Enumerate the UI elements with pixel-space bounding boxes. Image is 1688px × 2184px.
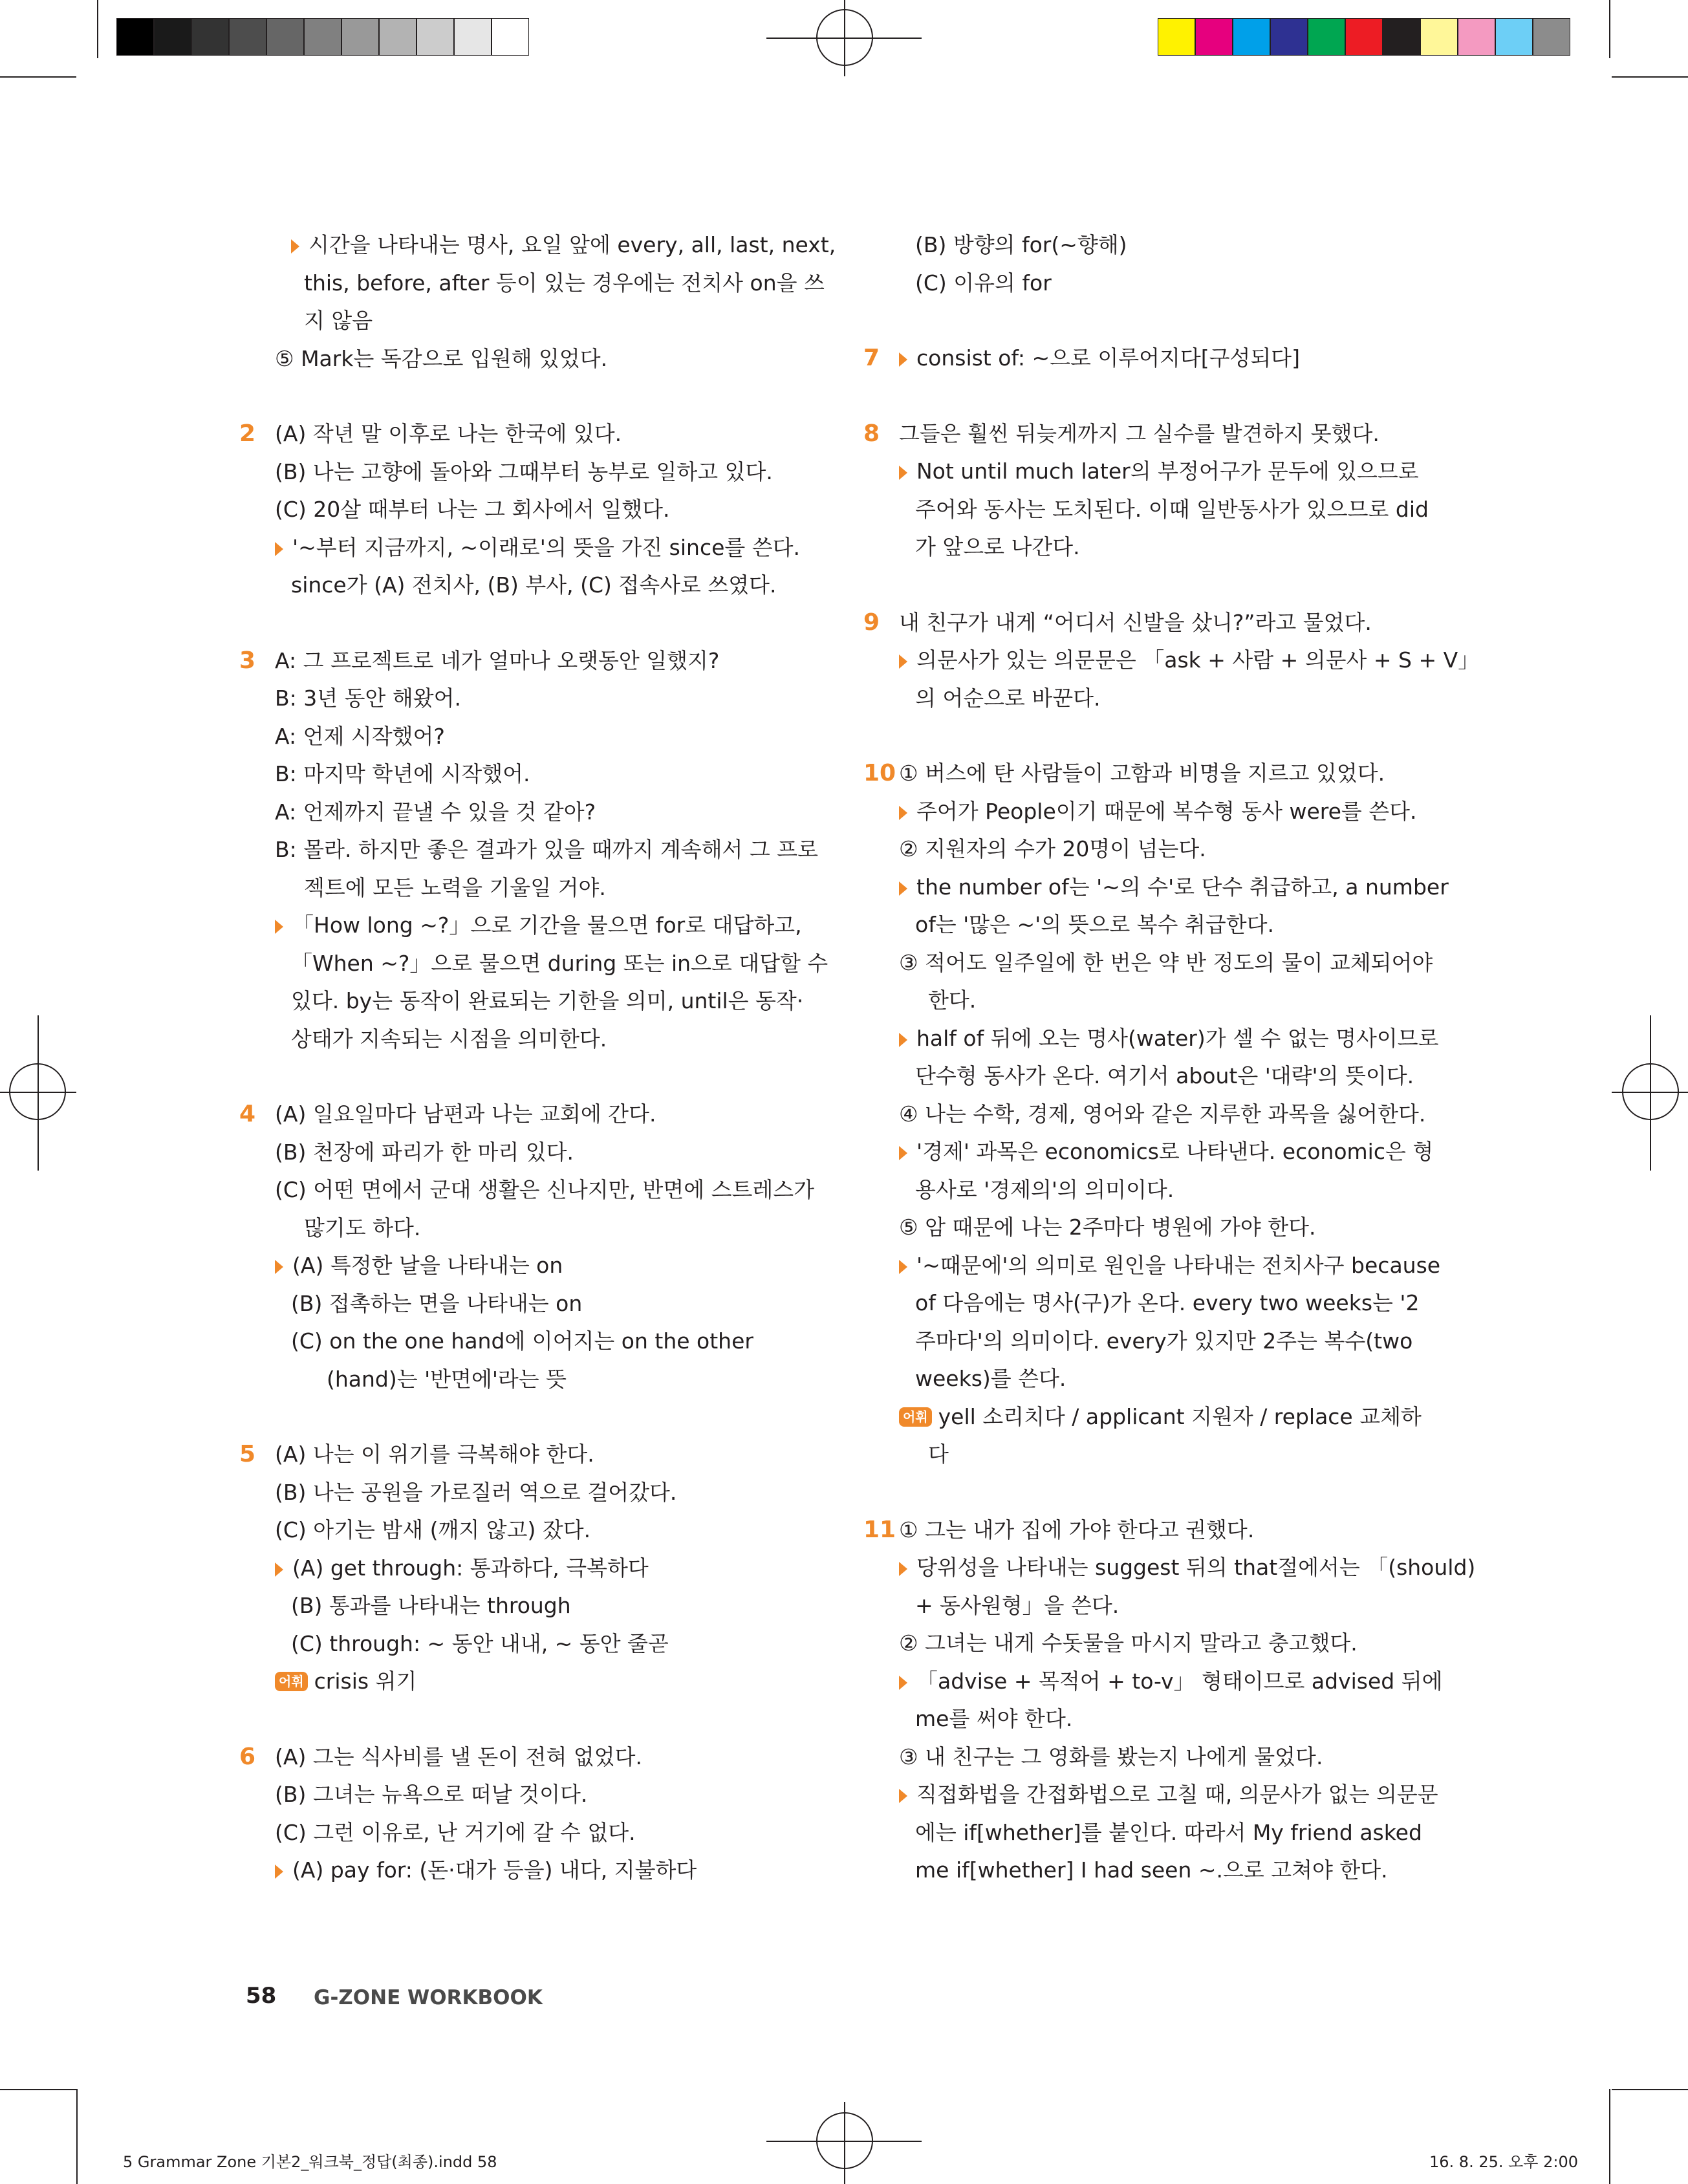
explanation-line: '경제' 과목은 economics로 나타낸다. economic은 형 xyxy=(916,1139,1434,1164)
answer-line: ③ 적어도 일주일에 한 번은 약 반 정도의 물이 교체되어야 xyxy=(899,949,1433,975)
explanation-line: '~부터 지금까지, ~이래로'의 뜻을 가진 since를 쓴다. xyxy=(292,534,801,560)
color-swatch xyxy=(304,18,341,56)
question-number: 7 xyxy=(863,345,880,371)
color-swatch xyxy=(1195,18,1233,56)
dialogue-line: B: 몰라. 하지만 좋은 결과가 있을 때까지 계속해서 그 프로 xyxy=(275,837,818,862)
color-swatch xyxy=(1458,18,1495,56)
explanation-line: the number of는 '~의 수'로 단수 취급하고, a number xyxy=(916,874,1449,900)
explanation-line: Not until much later의 부정어구가 문두에 있으므로 xyxy=(916,459,1419,484)
arrow-icon xyxy=(275,1562,283,1577)
color-swatch xyxy=(379,18,417,56)
dialogue-line: A: 그 프로젝트로 네가 얼마나 오랫동안 일했지? xyxy=(275,647,720,673)
explanation-line: 시간을 나타내는 명사, 요일 앞에 every, all, last, next, xyxy=(308,232,836,257)
color-swatch xyxy=(492,18,529,56)
color-swatch xyxy=(454,18,492,56)
explanation-line: 가 앞으로 나간다. xyxy=(915,534,1080,559)
explanation-line: 상태가 지속되는 시점을 의미한다. xyxy=(291,1026,607,1052)
dialogue-line: B: 마지막 학년에 시작했어. xyxy=(275,761,530,786)
explanation-line: (A) get through: 통과하다, 극복하다 xyxy=(292,1555,649,1581)
arrow-icon xyxy=(899,1789,907,1803)
explanation-line: 주마다'의 의미이다. every가 있지만 2주는 복수(two xyxy=(915,1328,1413,1354)
explanation-line: 「advise + 목적어 + to-v」 형태이므로 advised 뒤에 xyxy=(916,1668,1443,1694)
explanation-line: 「When ~?」으로 물으면 during 또는 in으로 대답할 수 xyxy=(291,950,828,976)
color-swatch xyxy=(154,18,191,56)
answer-line: 많기도 하다. xyxy=(304,1215,421,1240)
right-column xyxy=(863,226,1480,1927)
arrow-icon xyxy=(275,1865,283,1879)
dialogue-line: 젝트에 모든 노력을 기울일 거야. xyxy=(304,874,606,900)
explanation-line: consist of: ~으로 이루어지다[구성되다] xyxy=(916,345,1301,371)
arrow-icon xyxy=(899,1260,907,1274)
answer-8 xyxy=(863,415,1429,567)
explanation-line: of는 '많은 ~'의 뜻으로 복수 취급한다. xyxy=(915,912,1274,937)
answer-10 xyxy=(863,755,1449,1474)
answer-line: (B) 그녀는 뉴욕으로 떠날 것이다. xyxy=(275,1782,588,1807)
explanation-line: 주어와 동사는 도치된다. 이때 일반동사가 있으므로 did xyxy=(915,496,1429,522)
explanation-line: 의 어순으로 바꾼다. xyxy=(915,685,1101,711)
explanation-line: half of 뒤에 오는 명사(water)가 셀 수 없는 명사이므로 xyxy=(916,1025,1439,1051)
explanation-line: 주어가 People이기 때문에 복수형 동사 were를 쓴다. xyxy=(916,798,1417,824)
dialogue-line: A: 언제 시작했어? xyxy=(275,723,445,749)
explanation-line: 당위성을 나타내는 suggest 뒤의 that절에서는 「(should) xyxy=(916,1555,1476,1580)
vocab-line: crisis 위기 xyxy=(314,1669,417,1694)
question-number: 2 xyxy=(239,420,256,447)
answer-9 xyxy=(863,604,1480,718)
answer-6 xyxy=(239,1738,802,1890)
answer-5 xyxy=(239,1436,802,1701)
arrow-icon xyxy=(275,1260,283,1274)
question-number: 11 xyxy=(863,1516,896,1543)
arrow-icon xyxy=(899,466,907,480)
answer-line: (C) 그런 이유로, 난 거기에 갈 수 없다. xyxy=(275,1819,636,1845)
answer-line: (A) 작년 말 이후로 나는 한국에 있다. xyxy=(275,421,622,446)
color-swatch xyxy=(1158,18,1195,56)
question-number: 4 xyxy=(239,1101,256,1127)
question-number: 5 xyxy=(239,1441,256,1467)
answer-2 xyxy=(239,415,802,605)
explanation-line: since가 (A) 전치사, (B) 부사, (C) 접속사로 쓰였다. xyxy=(291,572,777,598)
arrow-icon xyxy=(899,352,907,367)
color-swatch xyxy=(417,18,454,56)
explanation-line: weeks)를 쓴다. xyxy=(915,1366,1066,1391)
explanation-line: this, before, after 등이 있는 경우에는 전치사 on을 쓰 xyxy=(304,270,825,296)
explanation-line: 지 않음 xyxy=(304,308,373,333)
arrow-icon xyxy=(899,1146,907,1160)
answer-line: ① 버스에 탄 사람들이 고함과 비명을 지르고 있었다. xyxy=(899,761,1385,786)
answer-line: (B) 나는 공원을 가로질러 역으로 걸어갔다. xyxy=(275,1479,677,1505)
explanation-line: 의문사가 있는 의문문은 「ask + 사람 + 의문사 + S + V」 xyxy=(916,647,1480,673)
answer-6-continued xyxy=(863,226,1426,302)
explanation-line: 있다. by는 동작이 완료되는 기한을 의미, until은 동작· xyxy=(291,988,804,1013)
answer-line: 한다. xyxy=(928,988,977,1013)
explanation-line: (B) 방향의 for(~향해) xyxy=(915,232,1127,257)
explanation-line: '~때문에'의 의미로 원인을 나타내는 전치사구 because xyxy=(916,1252,1441,1278)
answer-line: 그들은 훨씬 뒤늦게까지 그 실수를 발견하지 못했다. xyxy=(899,420,1380,446)
color-swatch xyxy=(1383,18,1420,56)
dialogue-line: A: 언제까지 끝낼 수 있을 것 같아? xyxy=(275,799,596,825)
file-slug: 5 Grammar Zone 기본2_워크북_정답(최종).indd 58 xyxy=(123,2153,497,2171)
color-swatch xyxy=(1420,18,1458,56)
color-swatch xyxy=(191,18,229,56)
explanation-line: (hand)는 '반면에'라는 뜻 xyxy=(327,1366,567,1392)
explanation-line: (C) 이유의 for xyxy=(915,270,1052,296)
color-swatch xyxy=(1308,18,1345,56)
explanation-line: me를 써야 한다. xyxy=(915,1706,1073,1731)
explanation-line: (C) through: ~ 동안 내내, ~ 동안 줄곧 xyxy=(291,1630,669,1656)
vocab-badge: 어휘 xyxy=(899,1407,932,1427)
page-number: 58 xyxy=(246,1983,277,2009)
dialogue-line: B: 3년 동안 해왔어. xyxy=(275,686,461,711)
arrow-icon xyxy=(899,806,907,820)
question-number: 3 xyxy=(239,647,256,674)
color-swatch xyxy=(1533,18,1570,56)
explanation-line: 에는 if[whether]를 붙인다. 따라서 My friend asked xyxy=(915,1819,1422,1845)
explanation-line: (A) 특정한 날을 나타내는 on xyxy=(292,1253,563,1278)
answer-line: ① 그는 내가 집에 가야 한다고 권했다. xyxy=(899,1517,1255,1542)
answer-line: (A) 일요일마다 남편과 나는 교회에 간다. xyxy=(275,1101,656,1127)
question-number: 8 xyxy=(863,420,880,447)
answer-7 xyxy=(863,340,1426,378)
explanation-line: + 동사원형」을 쓴다. xyxy=(915,1592,1120,1618)
arrow-icon xyxy=(899,1676,907,1690)
book-title: G-ZONE WORKBOOK xyxy=(314,1986,543,2009)
explanation-line: (C) on the one hand에 이어지는 on the other xyxy=(291,1328,753,1354)
answer-line: ④ 나는 수학, 경제, 영어와 같은 지루한 과목을 싫어한다. xyxy=(899,1101,1426,1127)
question-number: 6 xyxy=(239,1743,256,1770)
explanation-line: me if[whether] I had seen ~.으로 고쳐야 한다. xyxy=(915,1857,1388,1883)
arrow-icon xyxy=(275,542,283,556)
explanation-line: 직접화법을 간접화법으로 고칠 때, 의문사가 없는 의문문 xyxy=(916,1782,1438,1807)
arrow-icon xyxy=(275,920,283,934)
answer-line: (A) 그는 식사비를 낼 돈이 전혀 없었다. xyxy=(275,1744,643,1769)
color-swatch xyxy=(1270,18,1308,56)
explanation-line: 「How long ~?」으로 기간을 물으면 for로 대답하고, xyxy=(292,913,802,938)
explanation-line: (A) pay for: (돈·대가 등을) 내다, 지불하다 xyxy=(292,1857,697,1883)
explanation-line: of 다음에는 명사(구)가 온다. every two weeks는 '2 xyxy=(915,1290,1420,1315)
explanation-line: 용사로 '경제의'의 의미이다. xyxy=(915,1176,1174,1202)
color-swatch xyxy=(341,18,379,56)
arrow-icon xyxy=(899,654,907,669)
answer-11 xyxy=(863,1511,1476,1890)
explanation-line: 단수형 동사가 온다. 여기서 about은 '대략'의 뜻이다. xyxy=(915,1063,1414,1088)
answer-line: ③ 내 친구는 그 영화를 봤는지 나에게 물었다. xyxy=(899,1744,1323,1769)
answer-line: (C) 어떤 면에서 군대 생활은 신나지만, 반면에 스트레스가 xyxy=(275,1177,815,1202)
answer-line: ② 지원자의 수가 20명이 넘는다. xyxy=(899,836,1206,861)
answer-line: ⑤ Mark는 독감으로 입원해 있었다. xyxy=(275,345,608,371)
arrow-icon xyxy=(899,1033,907,1047)
explanation-line: (B) 통과를 나타내는 through xyxy=(291,1593,571,1618)
arrow-icon xyxy=(899,1562,907,1576)
color-swatch xyxy=(229,18,266,56)
answer-1-continued xyxy=(239,226,836,378)
date-slug: 16. 8. 25. 오후 2:00 xyxy=(1429,2153,1579,2171)
answer-4 xyxy=(239,1096,815,1398)
question-number: 10 xyxy=(863,760,896,786)
answer-line: (C) 아기는 밤새 (깨지 않고) 잤다. xyxy=(275,1517,591,1542)
question-number: 9 xyxy=(863,609,880,636)
explanation-line: (B) 접촉하는 면을 나타내는 on xyxy=(291,1290,583,1316)
vocab-badge: 어휘 xyxy=(275,1672,308,1691)
arrow-icon xyxy=(291,239,299,254)
answer-line: (B) 나는 고향에 돌아와 그때부터 농부로 일하고 있다. xyxy=(275,459,773,484)
answer-line: ② 그녀는 내게 수돗물을 마시지 말라고 충고했다. xyxy=(899,1630,1358,1656)
arrow-icon xyxy=(899,881,907,896)
color-swatch xyxy=(1495,18,1533,56)
left-column xyxy=(239,226,836,1927)
vocab-line: yell 소리치다 / applicant 지원자 / replace 교체하 xyxy=(938,1403,1422,1429)
answer-line: (A) 나는 이 위기를 극복해야 한다. xyxy=(275,1442,594,1467)
answer-line: ⑤ 암 때문에 나는 2주마다 병원에 가야 한다. xyxy=(899,1215,1316,1240)
answer-line: (C) 20살 때부터 나는 그 회사에서 일했다. xyxy=(275,497,670,522)
color-swatch xyxy=(1345,18,1383,56)
answer-line: (B) 천장에 파리가 한 마리 있다. xyxy=(275,1139,574,1165)
answer-line: 내 친구가 내게 “어디서 신발을 샀니?”라고 물었다. xyxy=(899,609,1372,635)
color-swatch xyxy=(1233,18,1270,56)
color-swatch xyxy=(266,18,304,56)
vocab-line: 다 xyxy=(928,1442,949,1467)
answer-3 xyxy=(239,642,828,1059)
color-swatch xyxy=(116,18,154,56)
